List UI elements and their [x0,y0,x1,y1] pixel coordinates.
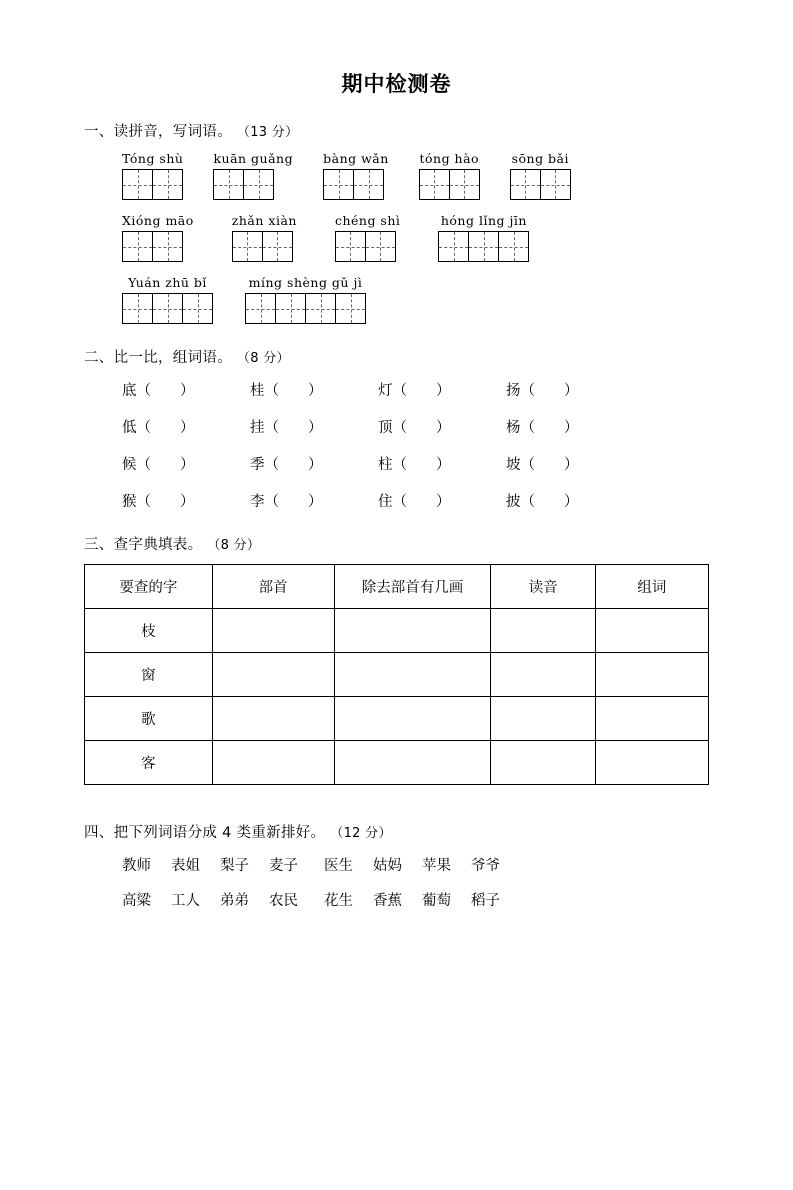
section-2-title: 二、比一比，组词语。 [84,350,232,366]
tianzige-boxes[interactable] [419,169,480,200]
table-cell-radical[interactable] [212,653,334,697]
table-header-cell: 部首 [212,565,334,609]
section-4-title: 四、把下列词语分成 4 类重新排好。 [84,825,326,841]
tianzige-cell[interactable] [438,231,469,262]
table-header-cell: 组词 [595,565,708,609]
table-row [85,741,709,785]
page-title: 期中检测卷 [341,72,452,96]
compare-item[interactable]: 挂（ ） [250,420,323,436]
table-cell-pronunciation[interactable] [491,697,595,741]
pinyin-group [419,151,480,200]
tianzige-cell[interactable] [449,169,480,200]
table-cell-strokes[interactable] [334,653,491,697]
tianzige-cell[interactable] [510,169,541,200]
word-item: 葡萄 [422,893,451,909]
table-row [85,697,709,741]
tianzige-boxes[interactable] [213,169,293,200]
pinyin-row-3 [122,275,709,324]
dictionary-table [84,564,709,785]
pinyin-label: Yuán zhū bǐ [128,275,207,290]
pinyin-group [213,151,293,200]
compare-row [122,453,709,474]
tianzige-cell[interactable] [305,293,336,324]
tianzige-cell[interactable] [213,169,244,200]
table-cell-character: 枝 [85,609,213,653]
tianzige-boxes[interactable] [323,169,389,200]
compare-item[interactable]: 灯（ ） [378,383,451,399]
tianzige-cell[interactable] [122,293,153,324]
compare-item[interactable]: 季（ ） [250,457,323,473]
compare-item[interactable]: 桂（ ） [250,383,323,399]
compare-item[interactable]: 顶（ ） [378,420,451,436]
pinyin-row-2 [122,213,709,262]
section-1-score: （13 分） [236,125,299,140]
compare-item[interactable]: 住（ ） [378,494,451,510]
compare-row [122,379,709,400]
tianzige-boxes[interactable] [335,231,400,262]
tianzige-cell[interactable] [262,231,293,262]
word-item: 花生 [324,893,353,909]
compare-item[interactable]: 扬（ ） [506,383,579,399]
table-cell-character: 窗 [85,653,213,697]
pinyin-group [122,151,183,200]
word-item: 高粱 [122,893,151,909]
word-item: 爷爷 [471,858,500,874]
pinyin-group [232,213,297,262]
tianzige-boxes[interactable] [245,293,366,324]
tianzige-cell[interactable] [275,293,306,324]
word-item: 苹果 [422,858,451,874]
table-header-cell: 要查的字 [85,565,213,609]
compare-item[interactable]: 披（ ） [506,494,579,510]
section-4-score: （12 分） [330,826,392,841]
tianzige-cell[interactable] [365,231,396,262]
table-cell-word[interactable] [595,653,708,697]
word-row [122,889,709,910]
pinyin-row-1 [122,151,709,200]
exam-page [0,68,793,1190]
tianzige-boxes[interactable] [122,169,183,200]
table-row [85,609,709,653]
table-cell-word[interactable] [595,609,708,653]
tianzige-boxes[interactable] [232,231,297,262]
table-header-cell: 读音 [491,565,595,609]
compare-row [122,416,709,437]
section-1-heading [84,120,709,141]
pinyin-label: Xióng māo [122,213,194,228]
tianzige-cell[interactable] [419,169,450,200]
table-cell-word[interactable] [595,697,708,741]
table-cell-strokes[interactable] [334,697,491,741]
tianzige-boxes[interactable] [510,169,571,200]
table-cell-pronunciation[interactable] [491,653,595,697]
compare-item[interactable]: 柱（ ） [378,457,451,473]
tianzige-cell[interactable] [353,169,384,200]
table-header-row [85,565,709,609]
section-3-heading [84,533,709,554]
word-item: 农民 [269,893,298,909]
compare-item[interactable]: 底（ ） [122,383,195,399]
section-4-heading [84,821,709,842]
word-item: 表姐 [171,858,200,874]
tianzige-cell[interactable] [122,231,153,262]
tianzige-cell[interactable] [152,169,183,200]
word-item: 教师 [122,858,151,874]
word-item: 麦子 [269,858,298,874]
tianzige-cell[interactable] [122,169,153,200]
section-3-title: 三、查字典填表。 [84,537,203,553]
table-cell-pronunciation[interactable] [491,741,595,785]
pinyin-group [245,275,366,324]
tianzige-cell[interactable] [245,293,276,324]
compare-item[interactable]: 杨（ ） [506,420,579,436]
word-item: 弟弟 [220,893,249,909]
table-row [85,653,709,697]
pinyin-label: chéng shì [334,213,401,228]
table-header-cell: 除去部首有几画 [334,565,491,609]
table-cell-radical[interactable] [212,609,334,653]
pinyin-label: bàng wǎn [323,151,389,166]
pinyin-label: míng shèng gǔ jì [248,275,363,290]
pinyin-group [323,151,389,200]
tianzige-boxes[interactable] [122,293,213,324]
table-cell-word[interactable] [595,741,708,785]
tianzige-cell[interactable] [468,231,499,262]
word-item: 梨子 [220,858,249,874]
word-item: 工人 [171,893,200,909]
table-cell-character: 歌 [85,697,213,741]
table-cell-strokes[interactable] [334,609,491,653]
pinyin-writing-area [122,151,709,324]
tianzige-cell[interactable] [335,293,366,324]
table-cell-strokes[interactable] [334,741,491,785]
word-item: 香蕉 [373,893,402,909]
table-cell-pronunciation[interactable] [491,609,595,653]
compare-item[interactable]: 候（ ） [122,457,195,473]
table-cell-radical[interactable] [212,697,334,741]
section-2-score: （8 分） [236,351,290,366]
table-cell-character: 客 [85,741,213,785]
pinyin-group [122,213,194,262]
tianzige-boxes[interactable] [122,231,194,262]
tianzige-cell[interactable] [152,231,183,262]
pinyin-label: sōng bǎi [511,151,569,166]
section-3-score: （8 分） [207,538,261,553]
compare-item[interactable]: 坡（ ） [506,457,579,473]
compare-item[interactable]: 李（ ） [250,494,323,510]
word-row [122,854,709,875]
compare-item[interactable]: 猴（ ） [122,494,195,510]
section-1-title: 一、读拼音，写词语。 [84,124,232,140]
pinyin-group [335,213,400,262]
section-2-heading [84,346,709,367]
compare-item[interactable]: 低（ ） [122,420,195,436]
tianzige-cell[interactable] [498,231,529,262]
pinyin-label: Tóng shù [122,151,184,166]
table-cell-radical[interactable] [212,741,334,785]
pinyin-label: zhǎn xiàn [231,213,297,228]
pinyin-label: kuān guǎng [213,151,294,166]
pinyin-group [438,213,529,262]
compare-words-area [122,379,709,511]
tianzige-cell[interactable] [182,293,213,324]
word-classification-area [122,854,709,910]
tianzige-cell[interactable] [152,293,183,324]
word-item: 医生 [324,858,353,874]
tianzige-cell[interactable] [540,169,571,200]
word-item: 姑妈 [373,858,402,874]
word-item: 稻子 [471,893,500,909]
tianzige-cell[interactable] [335,231,366,262]
compare-row [122,490,709,511]
pinyin-label: hóng lǐng jīn [440,213,527,228]
pinyin-group [122,275,213,324]
pinyin-group [510,151,571,200]
tianzige-boxes[interactable] [438,231,529,262]
tianzige-cell[interactable] [232,231,263,262]
tianzige-cell[interactable] [243,169,274,200]
tianzige-cell[interactable] [323,169,354,200]
pinyin-label: tóng hào [419,151,480,166]
